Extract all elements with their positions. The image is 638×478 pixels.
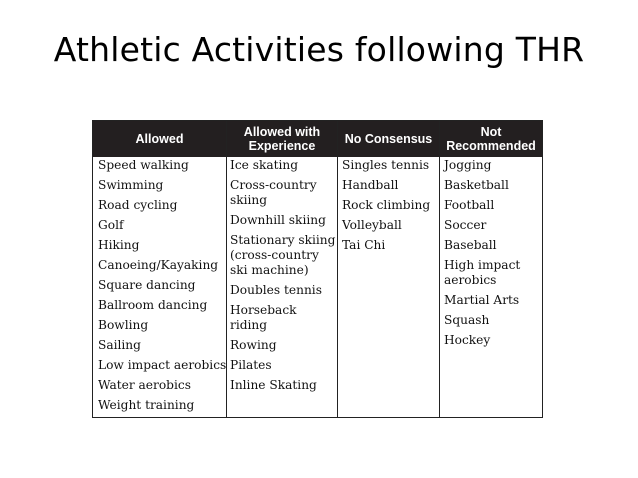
column-divider bbox=[439, 121, 440, 417]
header-allowed: Allowed bbox=[135, 132, 184, 146]
table-header bbox=[93, 121, 542, 157]
header-not-recommended: Not Recommended bbox=[446, 125, 536, 153]
column-allowed bbox=[98, 158, 227, 418]
activity-item: Hiking bbox=[98, 238, 140, 252]
activity-item: Rowing bbox=[230, 338, 277, 352]
activity-item: Horseback riding bbox=[230, 303, 297, 332]
activity-item: Squash bbox=[444, 313, 490, 327]
activity-item: Speed walking bbox=[98, 158, 189, 172]
header-no-consensus: No Consensus bbox=[344, 132, 433, 146]
activity-item: Soccer bbox=[444, 218, 487, 232]
column-not-recommended bbox=[444, 158, 540, 353]
activity-item: Tai Chi bbox=[342, 238, 386, 252]
column-allowed-with-experience bbox=[230, 158, 336, 398]
activity-item: Jogging bbox=[444, 158, 492, 172]
activity-item: Golf bbox=[98, 218, 124, 232]
activity-item: Square dancing bbox=[98, 278, 196, 292]
activity-item: Basketball bbox=[444, 178, 509, 192]
activity-item: Road cycling bbox=[98, 198, 178, 212]
activity-item: Weight training bbox=[98, 398, 195, 412]
activity-item: Bowling bbox=[98, 318, 149, 332]
header-allowed-with-experience: Allowed with Experience bbox=[243, 125, 321, 153]
activity-item: Pilates bbox=[230, 358, 272, 372]
activity-item: Volleyball bbox=[342, 218, 402, 232]
activity-item: Low impact aerobics bbox=[98, 358, 227, 372]
activities-table bbox=[92, 120, 543, 418]
activity-item: Hockey bbox=[444, 333, 491, 347]
activity-item: Ice skating bbox=[230, 158, 299, 172]
activity-item: High impact aerobics bbox=[444, 258, 521, 287]
activity-item: Stationary skiing (cross-country ski machine) bbox=[230, 233, 336, 277]
activity-item: Inline Skating bbox=[230, 378, 317, 392]
activity-item: Singles tennis bbox=[342, 158, 430, 172]
activity-item: Handball bbox=[342, 178, 399, 192]
activity-item: Canoeing/Kayaking bbox=[98, 258, 219, 272]
activity-item: Rock climbing bbox=[342, 198, 431, 212]
column-no-consensus bbox=[342, 158, 438, 258]
activity-item: Downhill skiing bbox=[230, 213, 326, 227]
activity-item: Martial Arts bbox=[444, 293, 520, 307]
column-divider bbox=[226, 121, 227, 417]
column-divider bbox=[337, 121, 338, 417]
activity-item: Football bbox=[444, 198, 495, 212]
activity-item: Cross-country skiing bbox=[230, 178, 317, 207]
activity-item: Ballroom dancing bbox=[98, 298, 208, 312]
activity-item: Swimming bbox=[98, 178, 164, 192]
activity-item: Water aerobics bbox=[98, 378, 191, 392]
activity-item: Sailing bbox=[98, 338, 141, 352]
activity-item: Doubles tennis bbox=[230, 283, 322, 297]
activity-item: Baseball bbox=[444, 238, 497, 252]
slide-title: Athletic Activities following THR bbox=[53, 30, 585, 69]
